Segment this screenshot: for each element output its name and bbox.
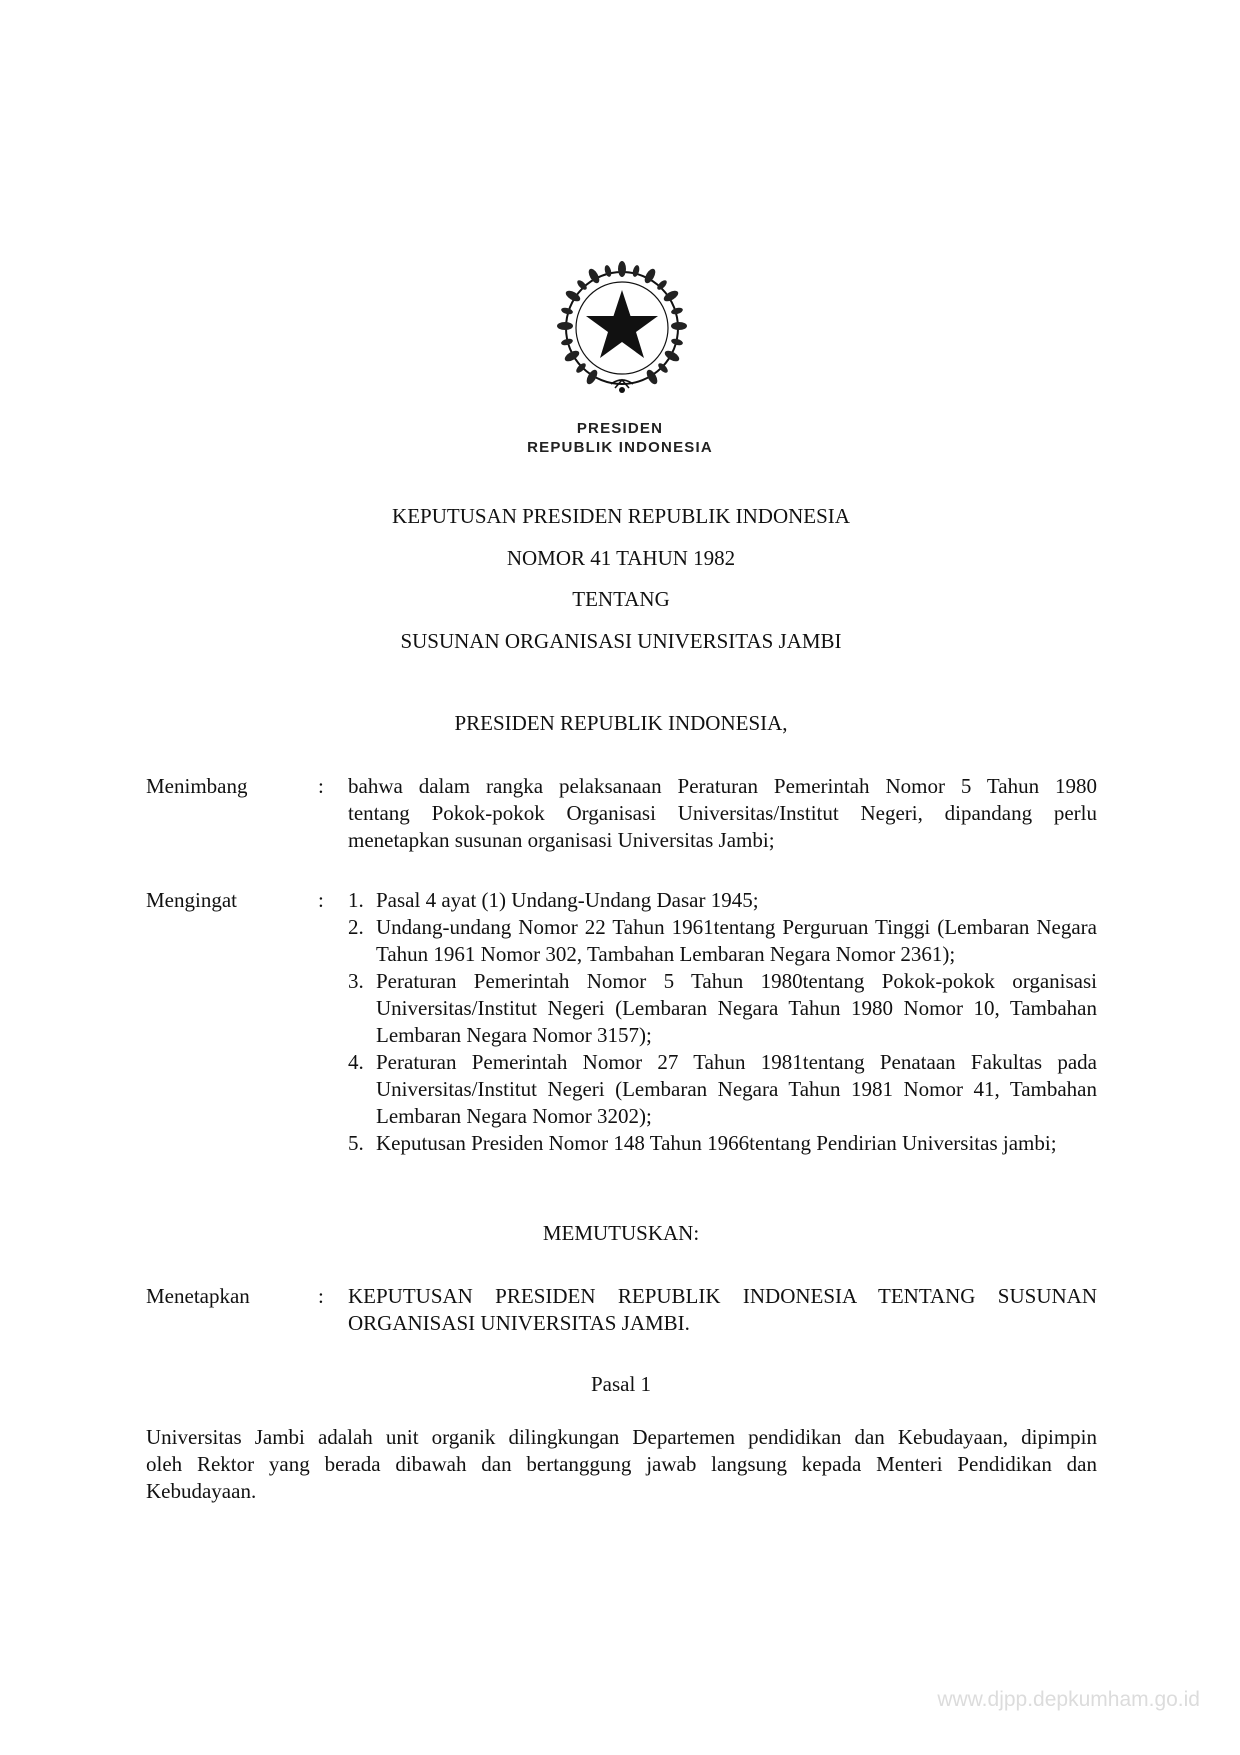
- decree-number: NOMOR 41 TAHUN 1982: [506, 546, 736, 570]
- mengingat-label: Mengingat: [146, 888, 237, 912]
- menimbang-line-3: menetapkan susunan organisasi Universitas Jambi;: [348, 828, 775, 852]
- mengingat-colon: :: [318, 888, 324, 912]
- issuer-line: PRESIDEN REPUBLIK INDONESIA,: [454, 711, 788, 735]
- pasal-1-heading: Pasal 1: [590, 1372, 652, 1396]
- list-item-number: 3.: [348, 969, 364, 993]
- decree-about-label: TENTANG: [572, 587, 670, 611]
- list-item: [348, 1049, 1097, 1130]
- list-item: [348, 1130, 1097, 1157]
- menetapkan-line-2: ORGANISASI UNIVERSITAS JAMBI.: [348, 1311, 690, 1335]
- pasal-1-line-2: oleh Rektor yang berada dibawah dan bertanggung jawab langsung kepada Menteri Pendidikan dan: [146, 1452, 1097, 1476]
- menimbang-line-1: bahwa dalam rangka pelaksanaan Peraturan Pemerintah Nomor 5 Tahun 1980: [348, 774, 1097, 798]
- list-item-text: Keputusan Presiden Nomor 148 Tahun 1966tentang Pendirian Universitas jambi;: [376, 1131, 1057, 1155]
- list-item-number: 1.: [348, 888, 364, 912]
- memutuskan-heading: MEMUTUSKAN:: [542, 1221, 700, 1245]
- pasal-1-line-1: Universitas Jambi adalah unit organik dilingkungan Departemen pendidikan dan Kebudayaan, dipimpin: [146, 1425, 1097, 1449]
- pasal-1-line-3: Kebudayaan.: [146, 1479, 257, 1503]
- list-item-text: Peraturan Pemerintah Nomor 27 Tahun 1981tentang Penataan Fakultas pada Universitas/Institut Negeri (Lembaran Negara Tahun 1981 Nomor 41, Tambahan Lembaran Negara Nomor 3202);: [376, 1050, 1097, 1128]
- list-item-number: 5.: [348, 1131, 364, 1155]
- menetapkan-label: Menetapkan: [146, 1284, 250, 1308]
- emblem-caption-line-1: PRESIDEN: [576, 420, 664, 437]
- menimbang-label: Menimbang: [146, 774, 248, 798]
- list-item-text: Pasal 4 ayat (1) Undang-Undang Dasar 1945;: [376, 888, 759, 912]
- source-watermark: www.djpp.depkumham.go.id: [937, 1688, 1200, 1711]
- decree-subject: SUSUNAN ORGANISASI UNIVERSITAS JAMBI: [400, 629, 842, 653]
- emblem-caption-line-2: REPUBLIK INDONESIA: [527, 439, 713, 456]
- list-item-number: 2.: [348, 915, 364, 939]
- list-item-text: Peraturan Pemerintah Nomor 5 Tahun 1980tentang Pokok-pokok organisasi Universitas/Institut Negeri (Lembaran Negara Tahun 1980 Nomor 10, Tambahan Lembaran Negara Nomor 3157);: [376, 969, 1097, 1047]
- list-item: [348, 968, 1097, 1049]
- list-item: [348, 887, 1097, 914]
- list-item-number: 4.: [348, 1050, 364, 1074]
- mengingat-list: [348, 887, 1097, 1157]
- list-item: [348, 914, 1097, 968]
- menetapkan-line-1: KEPUTUSAN PRESIDEN REPUBLIK INDONESIA TENTANG SUSUNAN: [348, 1284, 1097, 1308]
- decree-title: KEPUTUSAN PRESIDEN REPUBLIK INDONESIA: [392, 504, 850, 528]
- menetapkan-colon: :: [318, 1284, 324, 1308]
- menimbang-line-2: tentang Pokok-pokok Organisasi Universitas/Institut Negeri, dipandang perlu: [348, 801, 1097, 825]
- menimbang-colon: :: [318, 774, 324, 798]
- list-item-text: Undang-undang Nomor 22 Tahun 1961tentang Perguruan Tinggi (Lembaran Negara Tahun 1961 Nomor 302, Tambahan Lembaran Negara Nomor 2361);: [376, 915, 1097, 966]
- presidential-emblem-icon: [551, 256, 693, 400]
